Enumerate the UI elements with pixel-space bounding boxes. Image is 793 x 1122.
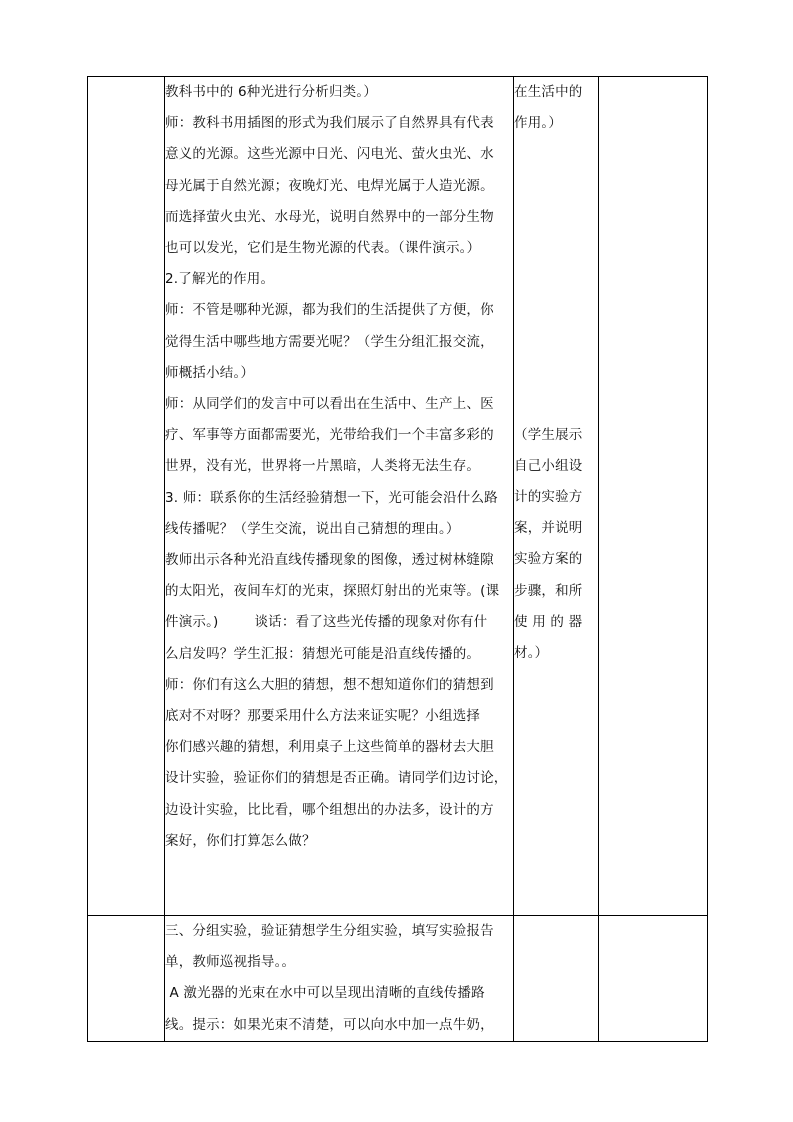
text-line: 线。提示：如果光束不清楚，可以向水中加一点牛奶， <box>165 1016 494 1033</box>
text-line: 也可以发光，它们是生物光源的代表。（课件演示。） <box>165 240 481 257</box>
student-activity-cell <box>514 77 599 916</box>
text-line: 师：你们有这么大胆的猜想，想不想知道你们的猜想到 <box>165 676 494 693</box>
text-line: 师：教科书用插图的形式为我们展示了自然界具有代表 <box>165 115 494 132</box>
text-line: 而选择萤火虫光、水母光，说明自然界中的一部分生物 <box>165 208 494 225</box>
text-line: 教科书中的 6种光进行分析归类。） <box>165 84 378 100</box>
table-row <box>88 77 708 916</box>
text-line: 你们感兴趣的猜想，利用桌子上这些简单的器材去大胆 <box>165 739 494 756</box>
text-line: 师概括小结。） <box>165 364 255 381</box>
text-line: A 激光器的光束在水中可以呈现出清晰的直线传播路 <box>165 985 485 1002</box>
text-line: 的太阳光，夜间车灯的光束，探照灯射出的光束等。(课 <box>165 583 500 600</box>
text-line: 疗、军事等方面都需要光，光带给我们一个丰富多彩的 <box>165 427 494 444</box>
teacher-activity-cell <box>165 77 514 916</box>
text-line: 三、分组实验，验证猜想学生分组实验，填写实验报告 <box>165 923 494 939</box>
text-line: 使 用 的 器 <box>514 613 583 630</box>
student-activity-cell <box>514 916 599 1042</box>
text-line: 3. 师：联系你的生活经验猜想一下，光可能会沿什么路 <box>165 489 498 506</box>
stage-cell <box>88 77 165 916</box>
text-line: 单，教师巡视指导。。 <box>165 954 296 971</box>
text-line: 步骤，和所 <box>514 582 583 599</box>
text-line: 计的实验方 <box>514 489 583 505</box>
text-line: 线传播呢？（学生交流，说出自己猜想的理由。） <box>165 520 460 537</box>
text-line: （学生展示 <box>514 426 583 443</box>
notes-cell <box>599 77 708 916</box>
table-row <box>88 916 708 1042</box>
text-line: 意义的光源。这些光源中日光、闪电光、萤火虫光、水 <box>165 146 494 163</box>
spacer <box>514 388 598 419</box>
text-line: 教师出示各种光沿直线传播现象的图像，透过树林缝隙 <box>165 552 494 569</box>
text-line: 师：从同学们的发言中可以看出在生活中、生产上、医 <box>165 396 494 413</box>
stage-cell <box>88 916 165 1042</box>
text-line: 边设计实验，比比看，哪个组想出的办法多，设计的方 <box>165 801 494 818</box>
text-line: 底对不对呀？那要采用什么方法来证实呢？小组选择 <box>165 708 481 725</box>
text-line: 材。） <box>514 645 549 662</box>
notes-cell <box>599 916 708 1042</box>
text-line: 么启发吗？学生汇报：猜想光可能是沿直线传播的。 <box>165 645 481 662</box>
text-line: 母光属于自然光源；夜晚灯光、电焊光属于人造光源。 <box>165 177 494 194</box>
text-line: 2.了解光的作用。 <box>165 271 275 288</box>
text-line: 实验方案的 <box>514 551 583 568</box>
text-line: 自己小组设 <box>514 457 583 474</box>
teacher-activity-cell <box>165 916 514 1042</box>
text-line: 设计实验，验证你们的猜想是否正确。请同学们边讨论， <box>165 770 508 787</box>
text-line: 在生活中的 <box>514 84 583 100</box>
text-line: 件演示。) 谈话：看了这些光传播的现象对你有什 <box>165 614 488 631</box>
text-line: 案，并说明 <box>514 520 583 537</box>
text-line: 觉得生活中哪些地方需要光呢？（学生分组汇报交流， <box>165 333 494 350</box>
text-line: 世界，没有光，世界将一片黑暗，人类将无法生存。 <box>165 458 481 475</box>
text-line: 案好，你们打算怎么做？ <box>165 832 316 849</box>
spacer <box>514 139 598 388</box>
lesson-plan-table <box>87 76 708 1042</box>
text-line: 作用。） <box>514 115 563 132</box>
text-line: 师：不管是哪种光源，都为我们的生活提供了方便，你 <box>165 302 494 319</box>
